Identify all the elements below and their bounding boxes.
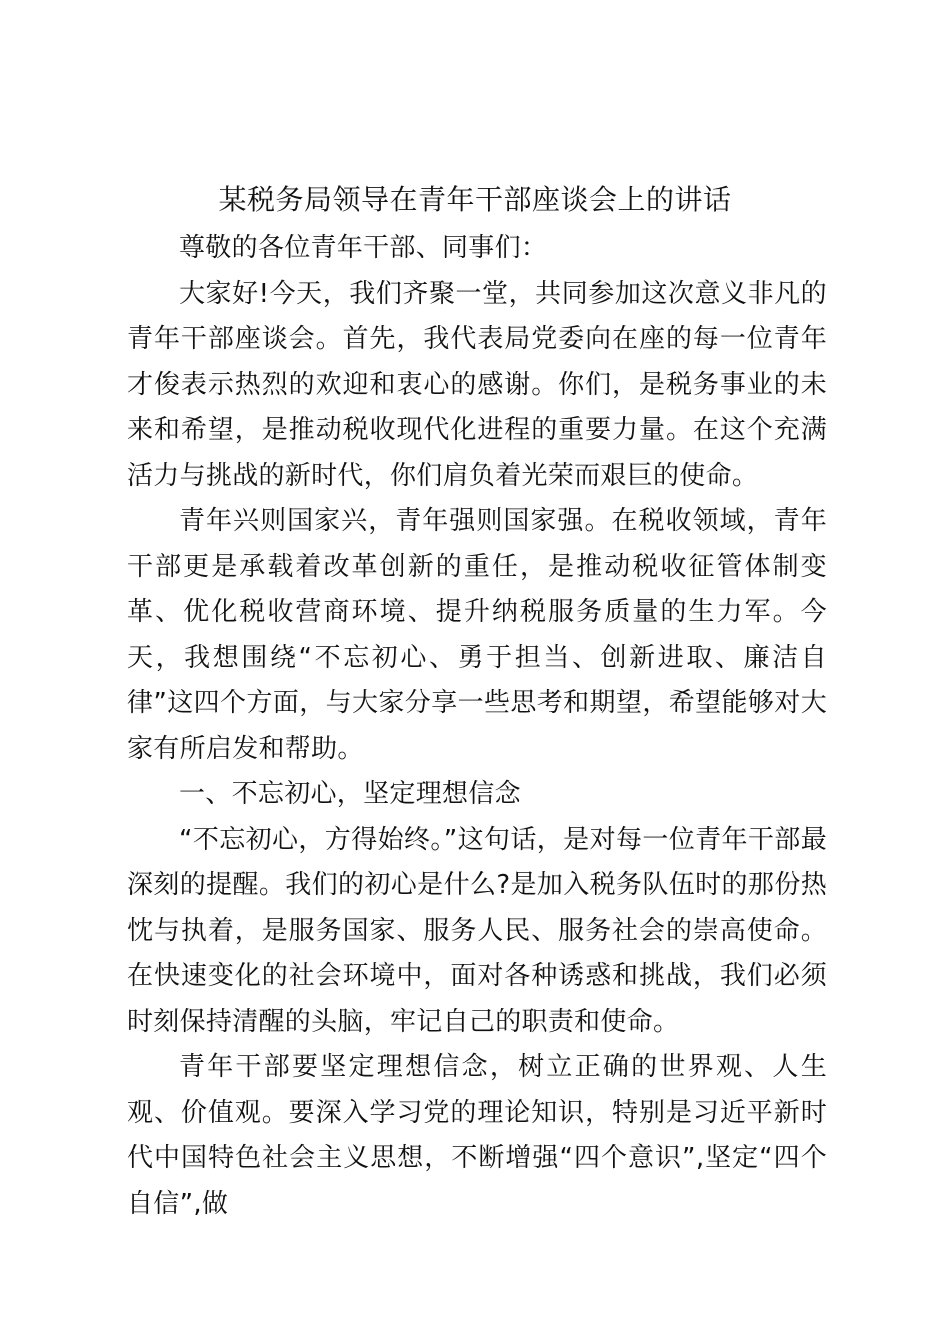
body-paragraph: 青年干部要坚定理想信念，树立正确的世界观、人生观、价值观。要深入学习党的理论知识，特别是习近平新时代中国特色社会主义思想，不断增强“四个意识”,坚定“四个自信”,做 <box>127 1052 827 1219</box>
salutation-paragraph: 尊敬的各位青年干部、同事们： <box>179 233 548 263</box>
body-paragraph: 大家好!今天，我们齐聚一堂，共同参加这次意义非凡的青年干部座谈会。首先，我代表局党委向在座的每一位青年才俊表示热烈的欢迎和衷心的感谢。你们，是税务事业的未来和希望，是推动税收现代化进程的重要力量。在这个充满活力与挑战的新时代，你们肩负着光荣而艰巨的使命。 <box>127 278 827 491</box>
document-title: 某税务局领导在青年干部座谈会上的讲话 <box>218 183 732 216</box>
body-paragraph: “不忘初心，方得始终。”这句话，是对每一位青年干部最深刻的提醒。我们的初心是什么?是加入税务队伍时的那份热忱与执着，是服务国家、服务人民、服务社会的崇高使命。在快速变化的社会环境中，面对各种诱惑和挑战，我们必须时刻保持清醒的头脑，牢记自己的职责和使命。 <box>127 824 827 1037</box>
document-body <box>127 226 827 1227</box>
body-paragraph: 青年兴则国家兴，青年强则国家强。在税收领域，青年干部更是承载着改革创新的重任，是推动税收征管体制变革、优化税收营商环境、提升纳税服务质量的生力军。今天，我想围绕“不忘初心、勇于担当、创新进取、廉洁自律”这四个方面，与大家分享一些思考和期望，希望能够对大家有所启发和帮助。 <box>127 506 827 764</box>
section-heading: 一、不忘初心，坚定理想信念 <box>179 779 521 809</box>
